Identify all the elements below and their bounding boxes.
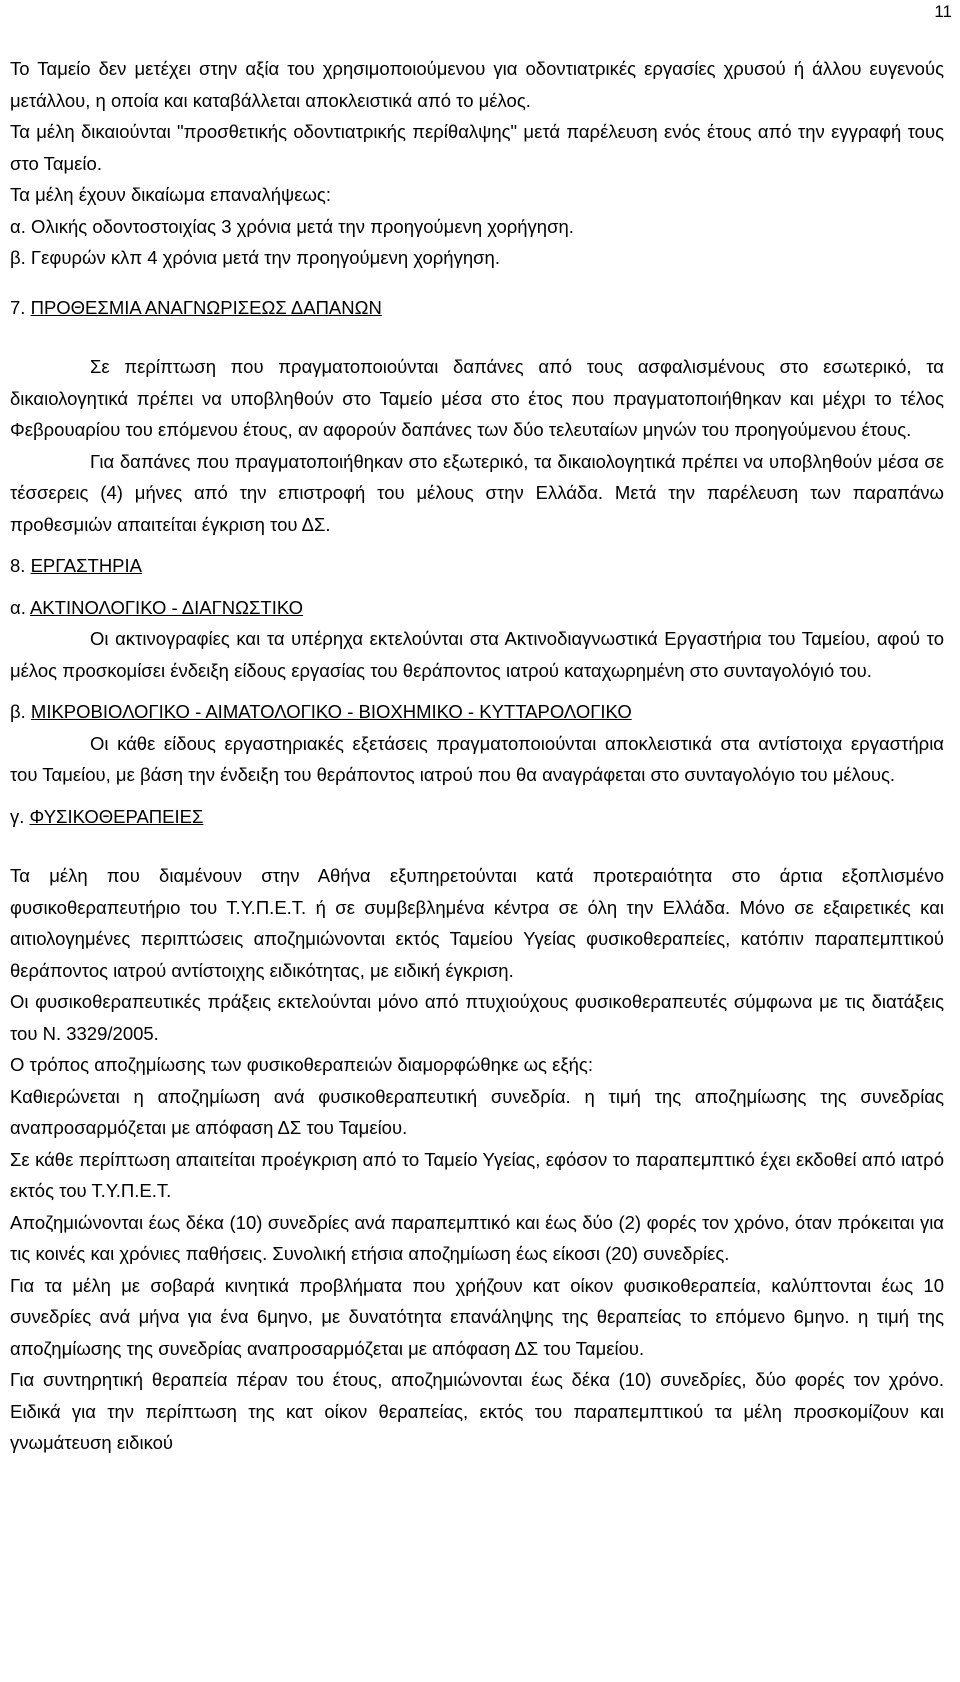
physio-paragraph: Αποζημιώνονται έως δέκα (10) συνεδρίες ανά παραπεμπτικό και έως δύο (2) φορές τον χρόνο, όταν πρόκειται για τις κοινές και χρόνιες παθήσεις. Συνολική ετήσια αποζημίωση έως είκοσι (20) συνεδρίες. xyxy=(10,1211,944,1264)
subsection-b-number: β. xyxy=(10,701,26,722)
subsection-a-title: ΑΚΤΙΝΟΛΟΓΙΚΟ - ΔΙΑΓΝΩΣΤΙΚΟ xyxy=(29,596,304,618)
physio-paragraph: Σε κάθε περίπτωση απαιτείται προέγκριση από το Ταμείο Υγείας, εφόσον το παραπεμπτικό έχει εκδοθεί από ιατρό εκτός του Τ.Υ.Π.Ε.Τ. xyxy=(10,1148,944,1201)
section-7-title: ΠΡΟΘΕΣΜΙΑ ΑΝΑΓΝΩΡΙΣΕΩΣ ΔΑΠΑΝΩΝ xyxy=(30,296,382,318)
physio-paragraph: Καθιερώνεται η αποζημίωση ανά φυσικοθεραπευτική συνεδρία. η τιμή της αποζημίωσης της συνεδρίας αναπροσαρμόζεται με απόφαση ΔΣ του Ταμείου. xyxy=(10,1085,944,1138)
physio-paragraph: Για τα μέλη με σοβαρά κινητικά προβλήματα που χρήζουν κατ οίκον φυσικοθεραπεία, καλύπτονται έως 10 συνεδρίες ανά μήνα για ένα 6μηνο, με δυνατότητα επανάληψης της θεραπείας το επόμενο 6μηνο. η τιμή της αποζημίωσης της συνεδρίας αναπροσαρμόζεται με απόφαση ΔΣ του Ταμείου. xyxy=(10,1274,944,1359)
section-7-paragraph-domestic: Σε περίπτωση που πραγματοποιούνται δαπάνες από τους ασφαλισμένους στο εσωτερικό, τα δικαιολογητικά πρέπει να υποβληθούν στο Ταμείο μέσα στο έτος που πραγματοποιήθηκαν και μέχρι το τέλος Φεβρουαρίου του επόμενου έτους, αν αφορούν δαπάνες των δύο τελευταίων μηνών του προηγούμενου έτους. xyxy=(10,356,944,440)
dental-repeat-item-b: β. Γεφυρών κλπ 4 χρόνια μετά την προηγούμενη χορήγηση. xyxy=(10,247,500,268)
dental-gold-paragraph: Το Ταμείο δεν μετέχει στην αξία του χρησιμοποιούμενου για οδοντιατρικές εργασίες χρυσού ή άλλου ευγενούς μετάλλου, η οποία και καταβάλλεται αποκλειστικά από το μέλος. xyxy=(10,58,944,111)
subsection-c-number: γ. xyxy=(10,805,25,827)
section-7-paragraph-abroad: Για δαπάνες που πραγματοποιήθηκαν στο εξωτερικό, τα δικαιολογητικά πρέπει να υποβληθούν μέσα σε τέσσερεις (4) μήνες από την επιστροφή του μέλους στην Ελλάδα. Μετά την παρέλευση των παραπάνω προθεσμιών απαιτείται έγκριση του ΔΣ. xyxy=(10,450,944,535)
subsection-c-title: ΦΥΣΙΚΟΘΕΡΑΠΕΙΕΣ xyxy=(29,805,204,827)
physio-paragraph: Τα μέλη που διαμένουν στην Αθήνα εξυπηρετούνται κατά προτεραιότητα στο άρτια εξοπλισμένο φυσικοθεραπευτήριο του Τ.Υ.Π.Ε.Τ. ή σε συμβεβλημένα κέντρα σε όλη την Ελλάδα. Μόνο σε εξαιρετικές και αιτιολογημένες περιπτώσεις αποζημιώνονται εκτός Ταμείου Υγείας φυσικοθεραπείες, κατόπιν παραπεμπτικού θεράποντος ιατρού αντίστοιχης ειδικότητας, με ειδική έγκριση. xyxy=(10,865,944,981)
subsection-b-text: Οι κάθε είδους εργαστηριακές εξετάσεις πραγματοποιούνται αποκλειστικά στα αντίστοιχα εργαστήρια του Ταμείου, με βάση την ένδειξη του θεράποντος ιατρού που θα αναγράφεται στο συνταγολόγιο του μέλους. xyxy=(10,732,944,785)
section-8-heading xyxy=(10,550,944,582)
section-8-number: 8. xyxy=(10,555,26,576)
dental-eligibility-paragraph: Τα μέλη δικαιούνται "προσθετικής οδοντιατρικής περίθαλψης" μετά παρέλευση ενός έτους από την εγγραφή τους στο Ταμείο. xyxy=(10,121,944,174)
physio-paragraph: Οι φυσικοθεραπευτικές πράξεις εκτελούνται μόνο από πτυχιούχους φυσικοθεραπευτές σύμφωνα με τις διατάξεις του Ν. 3329/2005. xyxy=(10,991,944,1044)
subsection-c-heading xyxy=(10,801,944,833)
section-8-title: ΕΡΓΑΣΤΗΡΙΑ xyxy=(30,555,143,576)
subsection-a-text: Οι ακτινογραφίες και τα υπέρηχα εκτελούνται στα Ακτινοδιαγνωστικά Εργαστήρια του Ταμείου, αφού το μέλος προσκομίσει ένδειξη είδους εργασίας του θεράποντος ιατρού καταχωρημένη στο συνταγολόγιό του. xyxy=(10,628,944,681)
subsection-b-heading xyxy=(10,696,944,728)
dental-repeat-item-a: α. Ολικής οδοντοστοιχίας 3 χρόνια μετά την προηγούμενη χορήγηση. xyxy=(10,215,574,237)
subsection-a-heading xyxy=(10,592,944,624)
physio-paragraph: Για συντηρητική θεραπεία πέραν του έτους, αποζημιώνονται έως δέκα (10) συνεδρίες, δύο φορές τον χρόνο. Ειδικά για την περίπτωση της κατ οίκον θεραπείας, εκτός του παραπεμπτικού τα μέλη προσκομίζουν και γνωμάτευση ειδικού xyxy=(10,1369,944,1453)
physio-paragraph: Ο τρόπος αποζημίωσης των φυσικοθεραπειών διαμορφώθηκε ως εξής: xyxy=(10,1054,593,1075)
dental-repeat-intro: Τα μέλη έχουν δικαίωμα επαναλήψεως: xyxy=(10,184,331,205)
page-number: 11 xyxy=(934,2,952,21)
subsection-a-number: α. xyxy=(10,596,26,618)
section-7-heading xyxy=(10,292,944,324)
subsection-b-title: ΜΙΚΡΟΒΙΟΛΟΓΙΚΟ - ΑΙΜΑΤΟΛΟΓΙΚΟ - ΒΙΟΧΗΜΙΚΟ - ΚΥΤΤΑΡΟΛΟΓΙΚΟ xyxy=(30,701,632,722)
section-7-number: 7. xyxy=(10,296,26,318)
document-body xyxy=(10,53,944,1459)
